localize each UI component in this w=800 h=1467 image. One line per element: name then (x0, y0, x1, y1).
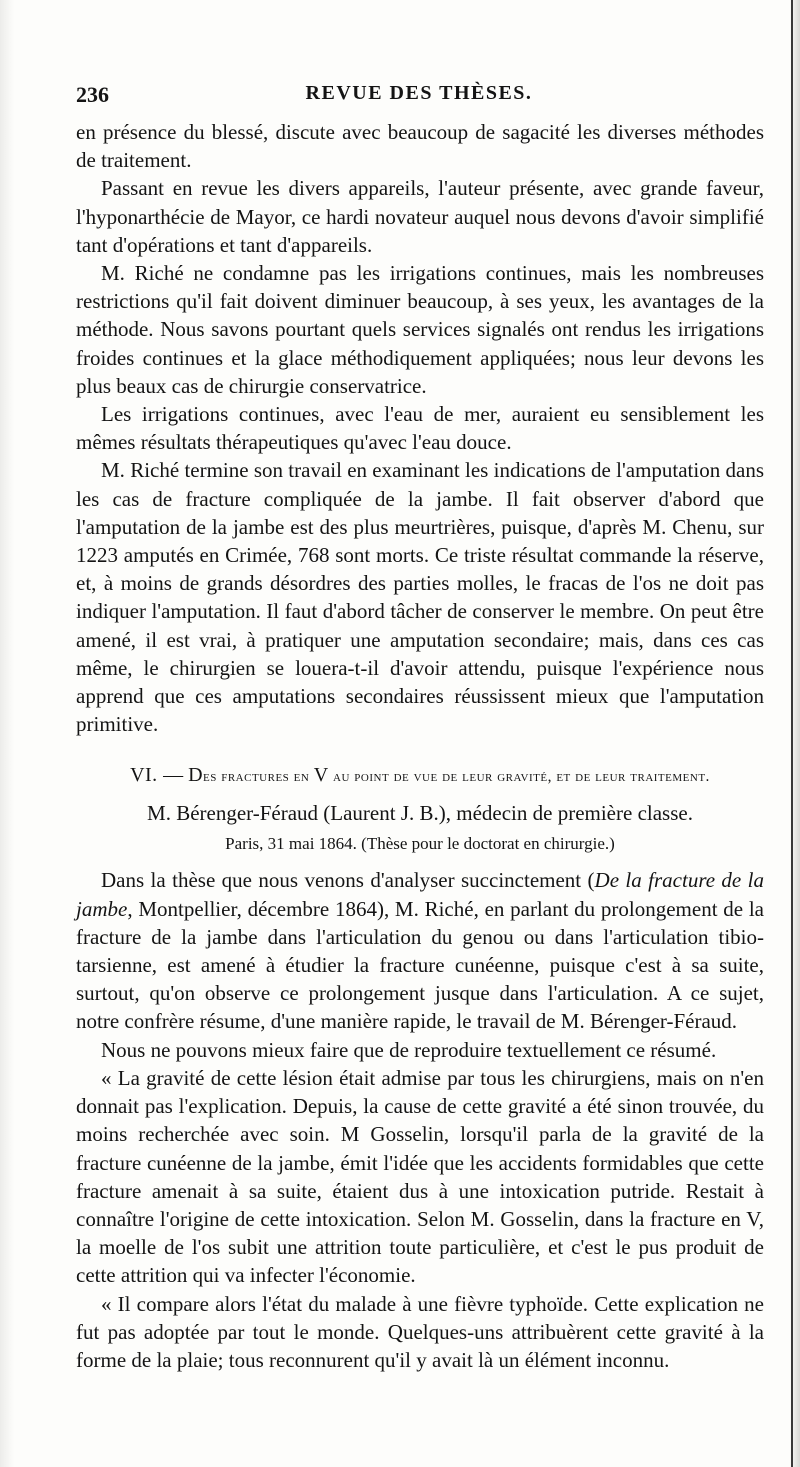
section-heading (76, 764, 764, 788)
thesis-author: M. Bérenger-Féraud (Laurent J. B.), médecin de première classe. (147, 801, 693, 826)
paragraph-continued: en présence du blessé, discute avec beaucoup de sagacité les diverses méthodes de traitement. (76, 120, 764, 173)
paragraph-quote-gravite: « La gravité de cette lésion était admise par tous les chirurgiens, mais on n'en donnait pas l'explication. Depuis, la cause de cette gravité a été sinon trouvée, du moins recherchée avec soin. M Gosselin, lorsqu'il parla de la gravité de la fracture cunéenne de la jambe, émit l'idée que les accidents formidables que cette fracture amenait à sa suite, étaient dus à une intoxication putride. Restait à connaître l'origine de cette intoxication. Selon M. Gosselin, dans la fracture en V, la moelle de l'os subit une attrition toute particulière, et c'est le pus produit de cette attrition qui va infecter l'économie. (76, 1065, 764, 1288)
paragraph-eau-de-mer: Les irrigations continues, avec l'eau de mer, auraient eu sensiblement les mêmes résultats thérapeutiques qu'avec l'eau douce. (76, 402, 764, 455)
page-scan-right-edge (791, 0, 793, 1467)
section-title-initial: D (188, 764, 204, 787)
section-title-tail: au point de vue de leur gravité, et de leur traitement. (328, 768, 710, 786)
section-title-part: es fractures en (203, 768, 314, 786)
page-scan-left-shadow (0, 0, 14, 1467)
cited-title: De la fracture de la jambe (76, 868, 764, 921)
paragraph-these (76, 866, 764, 1035)
page-number: 236 (76, 82, 109, 107)
section-number: VI. — (130, 764, 184, 787)
section-title-v: V (313, 764, 329, 787)
page-header (76, 82, 762, 110)
running-title: REVUE DES THÈSES. (305, 82, 533, 104)
thesis-meta: Paris, 31 mai 1864. (Thèse pour le doctorat en chirurgie.) (225, 834, 615, 854)
paragraph-these-rest: , Montpellier, décembre 1864), M. Riché, en parlant du prolongement de la fracture de la jambe dans l'articulation du genou ou dans l'articulation tibio-tarsienne, est amené à étudier la fracture cunéenne, puisque c'est à sa suite, surtout, qu'on observe ce prolongement jusque dans l'articulation. A ce sujet, notre confrère résume, d'une manière rapide, le travail de M. Bérenger-Féraud. (76, 896, 764, 1034)
page-body (76, 118, 764, 1374)
paragraph-quote-typhoide: « Il compare alors l'état du malade à une fièvre typhoïde. Cette explication ne fut pas adoptée par tout le monde. Quelques-uns attribuèrent cette gravité à la forme de la plaie; tous reconnurent qu'il y avait là un élément inconnu. (76, 1291, 764, 1372)
paragraph-appareils: Passant en revue les divers appareils, l'auteur présente, avec grande faveur, l'hyponarthécie de Mayor, ce hardi novateur auquel nous devons d'avoir simplifié tant d'opérations et tant d'appareils. (76, 176, 764, 257)
paragraph-resume: Nous ne pouvons mieux faire que de reproduire textuellement ce résumé. (101, 1037, 717, 1062)
paragraph-these-start: Dans la thèse que nous venons d'analyser succinctement ( (101, 868, 595, 893)
paragraph-amputation: M. Riché termine son travail en examinant les indications de l'amputation dans les cas de fracture compliquée de la jambe. Il fait observer d'abord que l'amputation de la jambe est des plus meurtrières, puisque, d'après M. Chenu, sur 1223 amputés en Crimée, 768 sont morts. Ce triste résultat commande la réserve, et, à moins de grands désordres des parties molles, le fracas de l'os ne doit pas indiquer l'amputation. Il faut d'abord tâcher de conserver le membre. On peut être amené, il est vrai, à pratiquer une amputation secondaire; mais, dans ces cas même, le chirurgien se louera-t-il d'avoir attendu, puisque l'expérience nous apprend que ces amputations secondaires réussissent mieux que l'amputation primitive. (76, 458, 764, 737)
paragraph-irrigations: M. Riché ne condamne pas les irrigations continues, mais les nombreuses restrictions qu'il fait doivent diminuer beaucoup, à ses yeux, les avantages de la méthode. Nous savons pourtant quels services signalés ont rendus les irrigations froides continues et la glace méthodiquement appliquées; nous leur devons les plus beaux cas de chirurgie conservatrice. (76, 261, 764, 398)
